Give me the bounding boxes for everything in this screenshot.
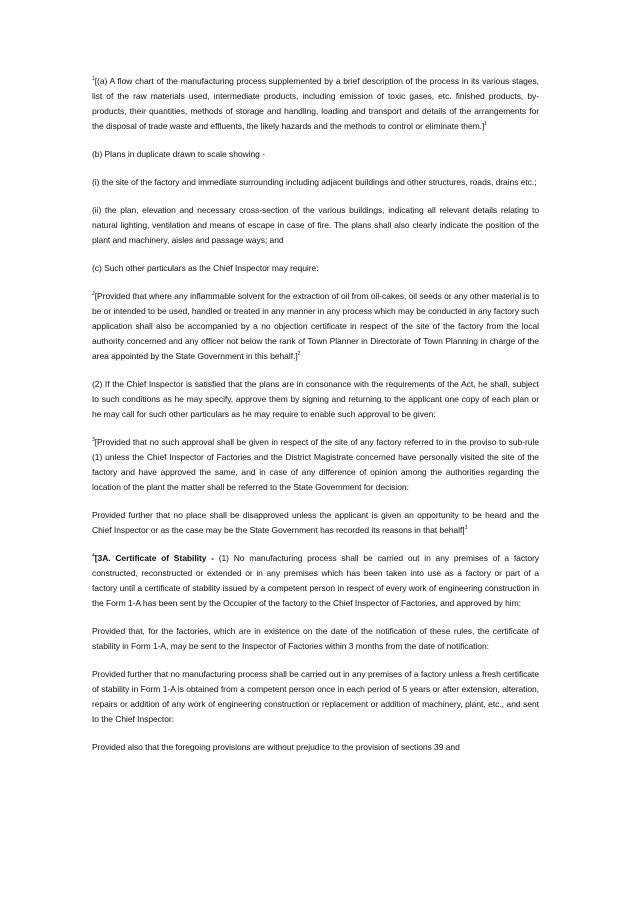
footnote-marker: 1: [92, 76, 95, 83]
paragraph-1b-ii-plan-elevation: (ii) the plan, elevation and necessary cross-section of the various buildings, indicating all relevant details relating to natural lighting, ventilation and means of escape in case of fire. The plans shall also clearly indicate the position of the plant and machinery, aisles and passage ways; and: [92, 205, 539, 245]
paragraph-proviso-existing-factories: Provided that, for the factories, which are in existence on the date of the notification of these rules, the certificate of stability in Form 1-A, may be sent to the Inspector of Factories within 3 months from the date of notification:: [92, 626, 539, 651]
footnote-marker: 4: [92, 553, 95, 560]
footnote-marker: 2: [297, 351, 301, 358]
paragraph-proviso-fresh-certificate: Provided further that no manufacturing process shall be carried out in any premises of a factory unless a fresh certificate of stability in Form 1-A is obtained from a competent person once in each period of 5 years or after extension, alteration, repairs or addition of any work of engineering construction or replacement or addition of machinery, plant, etc., and sent to the Chief Inspector:: [92, 669, 539, 724]
paragraph-proviso-site-visit: $^3$[Provided that no such approval shall be given in respect of the site of any factory referred to in the proviso to sub-rule (1) unless the Chief Inspector of Factories and the District Magistrate concerned have personally visited the site of the factory and have approved the same, and in case of any difference of opinion among the authorities regarding the location of the plant the matter shall be referred to the State Government for decision:: [92, 437, 539, 492]
section-heading-3a: [3A. Certificate of Stability -: [94, 553, 214, 563]
paragraph-proviso-disapproval: Provided further that no place shall be disapproved unless the applicant is given an opportunity to be heard and the Chief Inspector or as the case may be the State Government has recorded its reasons in that behalf]$^3$: [92, 510, 539, 535]
paragraph-proviso-solvent: $^2$[Provided that where any inflammable solvent for the extraction of oil from oil-cakes, oil seeds or any other material is to be or intended to be used, handled or treated in any manner in any process which may be conducted in any factory such application shall also be accompanied by a no objection certificate in respect of the site of the factory from the local authority concerned and any officer not below the rank of Town Planner in Directorate of Town Planning in charge of the area appointed by the State Government in this behalf.]$^2$: [92, 291, 539, 361]
paragraph-proviso-without-prejudice: Provided also that the foregoing provisions are without prejudice to the provision of sections 39 and: [92, 742, 460, 752]
paragraph-1b-plans: (b) Plans in duplicate drawn to scale showing -: [92, 149, 265, 159]
paragraph-3a-certificate-of-stability: $^4$[3A. Certificate of Stability - (1) No manufacturing process shall be carried out in any premises of a factory constructed, reconstructed or extended or in any premises which has been taken into use as a factory or part of a factory until a certificate of stability issued by a competent person in respect of every work of engineering construction in the Form 1-A has been sent by the Occupier of the factory to the Chief Inspector of Factories, and approved by him:: [92, 553, 539, 608]
footnote-marker: 1: [484, 121, 488, 128]
footnote-marker: 3: [92, 437, 95, 444]
footnote-marker: 3: [464, 525, 468, 532]
paragraph-1b-i-site: (i) the site of the factory and immediate surrounding including adjacent buildings and other structures, roads, drains etc.;: [92, 177, 537, 187]
paragraph-2-approval: (2) If the Chief Inspector is satisfied that the plans are in consonance with the requirements of the Act, he shall, subject to such conditions as he may specify, approve them by signing and returning to the applicant one copy of each plan or he may call for such other particulars as he may require to enable such approval to be given:: [92, 379, 539, 419]
footnote-marker: 2: [92, 291, 95, 298]
paragraph-1c-other-particulars: (c) Such other particulars as the Chief Inspector may require:: [92, 263, 319, 273]
paragraph-1a-flow-chart: $^1$[(a) A flow chart of the manufacturing process supplemented by a brief description of the process in its various stages, list of the raw materials used, intermediate products, including emission of toxic gases, etc. finished products, by-products, their quantities, methods of storage and handling, loading and transport and details of the arrangements for the disposal of trade waste and effluents, the likely hazards and the methods to control or eliminate them.]$^1$: [92, 76, 539, 131]
document-page: [92, 74, 539, 768]
